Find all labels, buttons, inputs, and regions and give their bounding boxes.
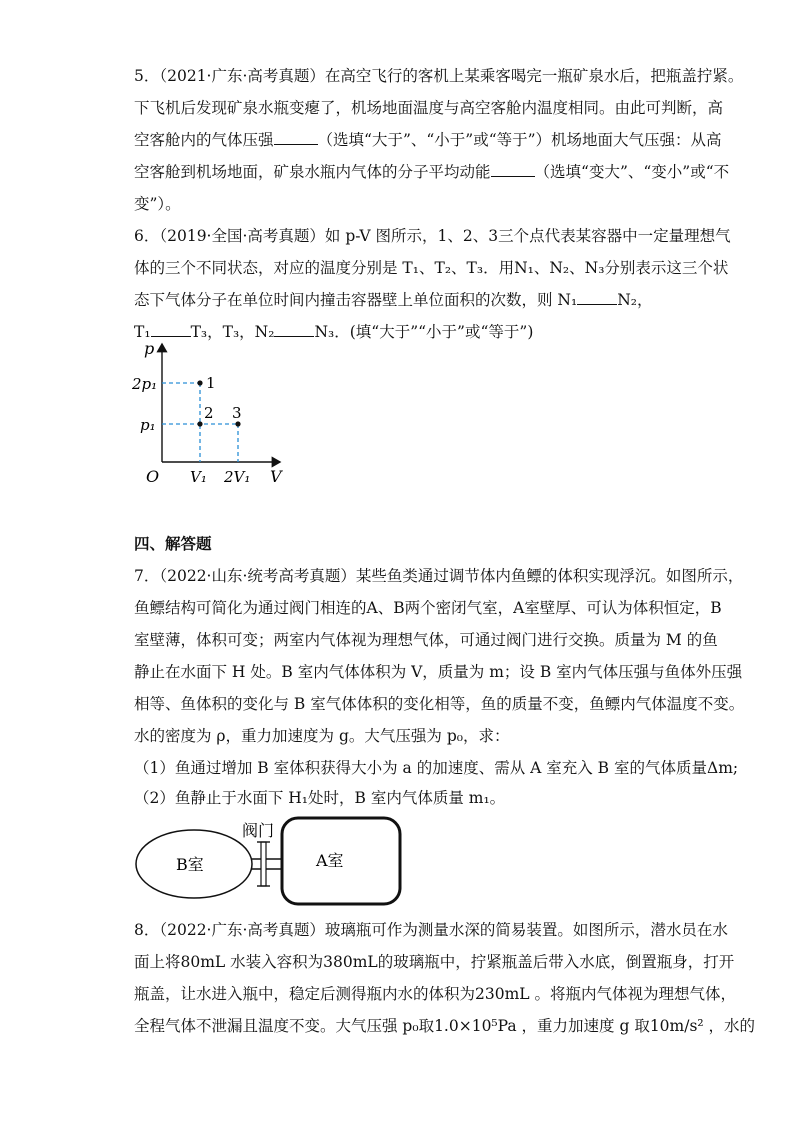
- q6-line-3: [134, 290, 653, 310]
- q7-line-4: 静止在水面下 H 处。B 室内气体体积为 V，质量为 m；设 B 室内气体压强与鱼体外压强: [134, 663, 743, 681]
- valve-label: 阀门: [242, 821, 275, 840]
- section-heading: 四、解答题: [134, 535, 212, 553]
- axis-p-label: p: [144, 339, 155, 358]
- q8-line-3: 瓶盖，让水进入瓶中，稳定后测得瓶内水的体积为230mL 。将瓶内气体视为理想气体，: [134, 985, 737, 1003]
- q7-line-5: 相等、鱼体积的变化与 B 室气体体积的变化相等，鱼的质量不变，鱼鳔内气体温度不变。: [134, 695, 745, 713]
- q7-line-8: （2）鱼静止于水面下 H₁处时，B 室内气体质量 m₁。: [134, 789, 506, 807]
- answer-blank[interactable]: [274, 322, 314, 337]
- state-point-2: [197, 421, 202, 426]
- q6-line-2: 体的三个不同状态，对应的温度分别是 T₁、T₂、T₃．用N₁、N₂、N₃分别表示这三个状: [134, 259, 729, 277]
- q5-line-3-a: 空客舱内的气体压强: [134, 131, 274, 149]
- chamber-b-label: B室: [176, 855, 204, 874]
- q5-line-4-a: 空客舱到机场地面，矿泉水瓶内气体的分子平均动能: [134, 163, 491, 181]
- q6-line-3-a: 态下气体分子在单位时间内撞击容器壁上单位面积的次数，则 N₁: [134, 291, 578, 309]
- q7-line-7: （1）鱼通过增加 B 室体积获得大小为 a 的加速度、需从 A 室充入 B 室的气体质量Δm;: [134, 759, 739, 777]
- q5-line-1: 5．（2021·广东·高考真题）在高空飞行的客机上某乘客喝完一瓶矿泉水后，把瓶盖拧紧。: [134, 67, 744, 85]
- valve: [261, 842, 266, 886]
- q6-line-1: 6．（2019·全国·高考真题）如 p-V 图所示，1、2、3三个点代表某容器中一定量理想气: [134, 227, 731, 245]
- point-3-label: 3: [232, 404, 242, 422]
- q7-line-1: 7．（2022·山东·统考高考真题）某些鱼类通过调节体内鱼鳔的体积实现浮沉。如图所示，: [134, 567, 744, 585]
- state-point-1: [197, 380, 202, 385]
- q7-line-6: 水的密度为 ρ，重力加速度为 g。大气压强为 p₀，求：: [134, 727, 510, 745]
- q7-line-2: 鱼鳔结构可简化为通过阀门相连的A、B两个密闭气室，A室壁厚、可认为体积恒定，B: [134, 599, 722, 617]
- q5-line-4: [134, 162, 729, 182]
- answer-blank[interactable]: [491, 162, 535, 177]
- q8-line-2: 面上将80mL 水装入容积为380mL的玻璃瓶中，拧紧瓶盖后带入水底，倒置瓶身，打开: [134, 953, 735, 971]
- point-2-label: 2: [204, 404, 214, 422]
- tick-p1-label: p₁: [140, 416, 156, 434]
- q6-line-4-a: T₁: [134, 323, 151, 341]
- q5-line-5: 变”）。: [134, 195, 181, 213]
- q8-line-1: 8．（2022·广东·高考真题）玻璃瓶可作为测量水深的简易装置。如图所示，潜水员在水: [134, 921, 728, 939]
- q5-line-4-b: （选填“变大”、“变小”或“不: [534, 163, 730, 181]
- state-point-3: [235, 421, 240, 426]
- tick-2v1-label: 2V₁: [224, 468, 251, 486]
- tick-2p1-label: 2p₁: [132, 375, 158, 393]
- q7-line-3: 室壁薄，体积可变；两室内气体视为理想气体，可通过阀门进行交换。质量为 M 的鱼: [134, 631, 718, 649]
- q5-line-3: [134, 130, 722, 150]
- axis-v-label: V: [270, 467, 282, 486]
- q5-line-2: 下飞机后发现矿泉水瓶变瘪了，机场地面温度与高空客舱内温度相同。由此可判断，高: [134, 99, 724, 117]
- answer-blank[interactable]: [151, 322, 191, 337]
- chamber-a-label: A室: [316, 851, 344, 870]
- q5-line-3-b: （选填“大于”、“小于”或“等于”）机场地面大气压强：从高: [317, 131, 722, 149]
- answer-blank[interactable]: [274, 130, 318, 145]
- point-1-label: 1: [206, 374, 216, 392]
- q6-line-4-c: N₃．(填“大于”“小于”或“等于”): [314, 323, 534, 341]
- answer-blank[interactable]: [577, 290, 617, 305]
- q6-line-4-b: T₃，T₃，N₂: [190, 323, 275, 341]
- fish-bladder-diagram: [130, 812, 410, 908]
- tick-v1-label: V₁: [190, 468, 207, 486]
- origin-label: O: [146, 467, 160, 486]
- pv-graph: [128, 338, 298, 490]
- q8-line-4: 全程气体不泄漏且温度不变。大气压强 p₀取1.0×10⁵Pa ，重力加速度 g 取10m/s² ，水的: [134, 1017, 756, 1035]
- q6-line-3-b: N₂，: [617, 291, 653, 309]
